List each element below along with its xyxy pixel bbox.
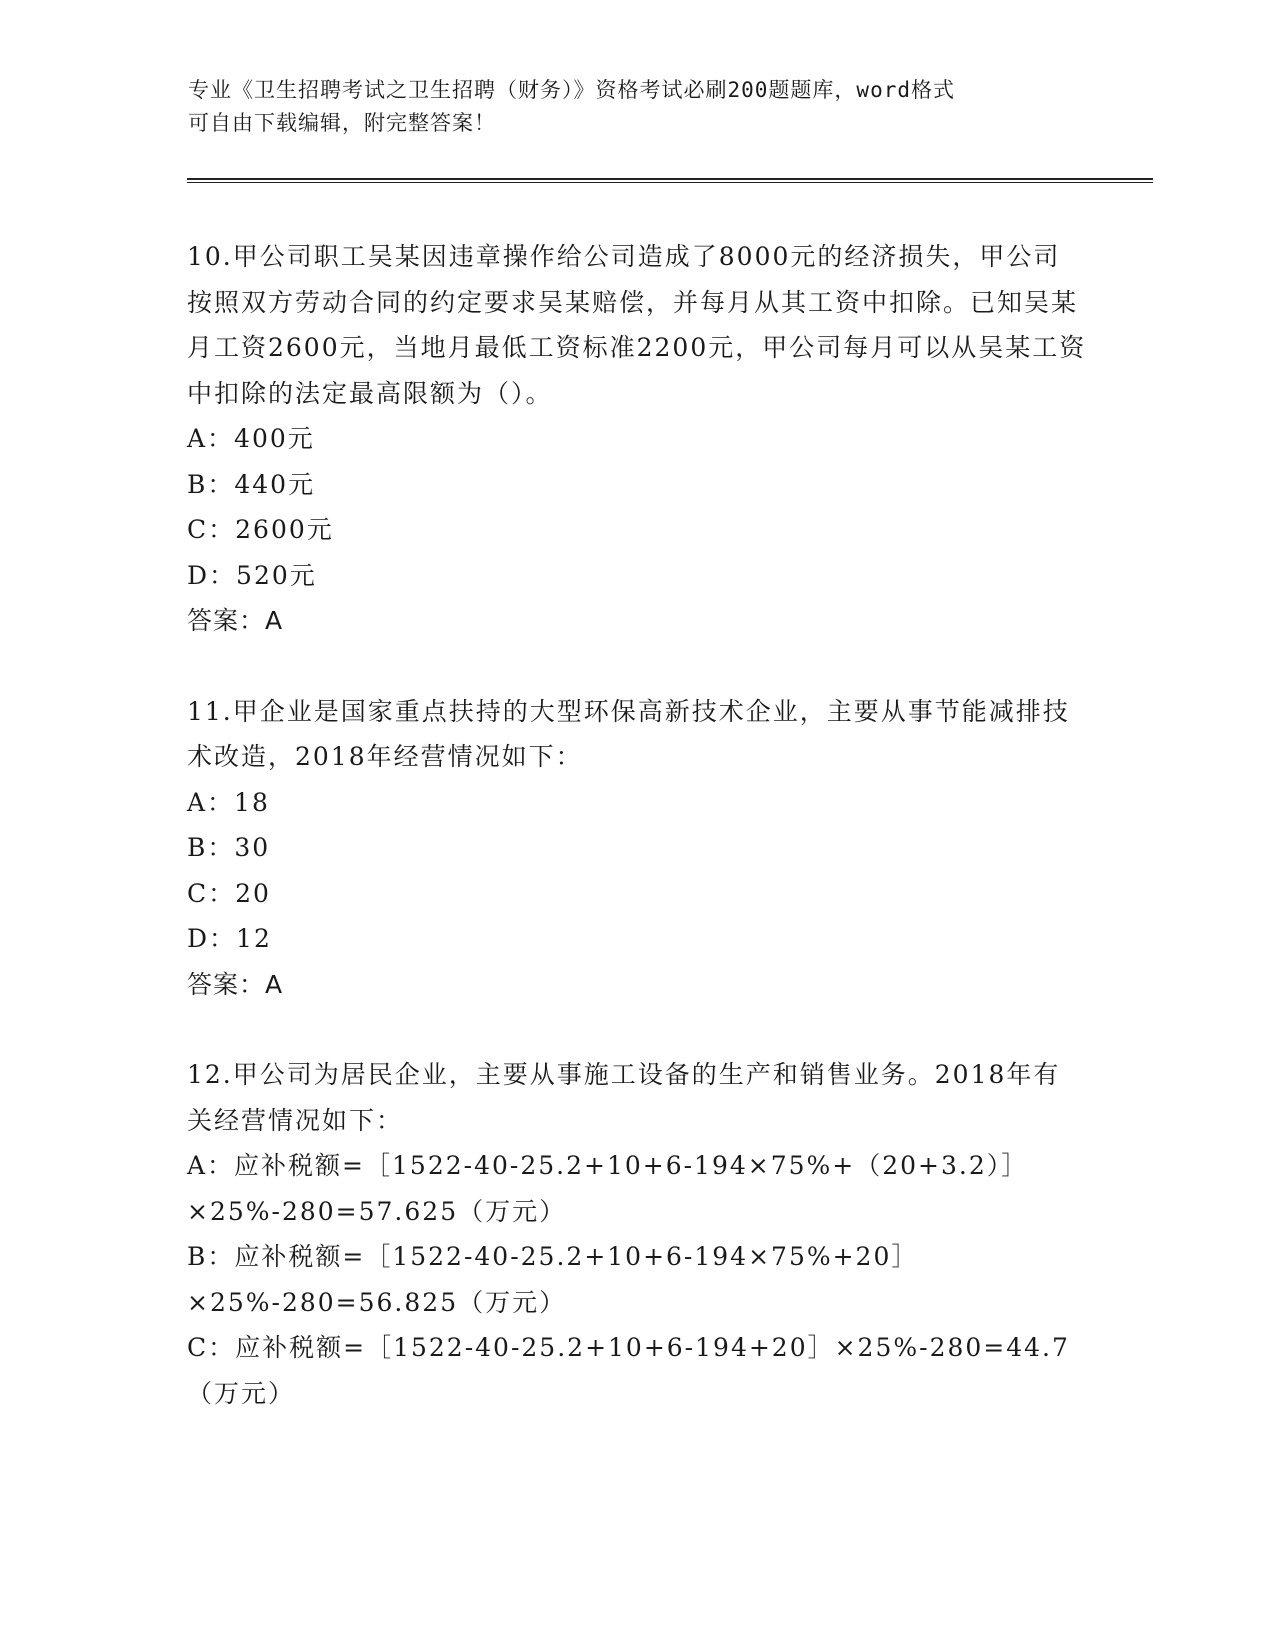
page-header [188,74,1078,140]
option-d: D：520元 [187,560,317,590]
option-a: A：18 [187,787,270,817]
option-c: C：2600元 [187,515,334,544]
question-stem: 10.甲公司职工吴某因违章操作给公司造成了8000元的经济损失，甲公司按照双方劳动合同的约定要求吴某赔偿，并每月从其工资中扣除。已知吴某月工资2600元，当地月最低工资标准2200元，甲公司每月可以从吴某工资中扣除的法定最高限额为（）。 [187,242,1087,408]
question-stem: 11.甲企业是国家重点扶持的大型环保高新技术企业，主要从事节能减排技术改造，2018年经营情况如下： [187,696,1070,771]
option-b: B：应补税额=［1522-40-25.2+10+6-194×75%+20］×25%-280=56.825（万元） [187,1242,919,1317]
header-line-1: 专业《卫生招聘考试之卫生招聘（财务）》资格考试必刷200题题库，word格式 [188,78,955,102]
header-divider-thin [187,182,1153,183]
question-list [187,234,1087,1461]
header-divider-thick [187,178,1153,180]
option-d: D：12 [187,924,272,953]
option-b: B：440元 [187,469,316,499]
header-line-2: 可自由下载编辑，附完整答案！ [188,111,496,135]
answer-label: 答案：A [187,969,284,999]
option-c: C：应补税额=［1522-40-25.2+10+6-194+20］×25%-280=44.7（万元） [187,1333,1070,1408]
question-10 [187,234,1087,644]
question-12 [187,1052,1087,1416]
option-a: A：应补税额=［1522-40-25.2+10+6-194×75%+（20+3.2）］×25%-280=57.625（万元） [187,1151,1029,1226]
question-stem: 12.甲公司为居民企业，主要从事施工设备的生产和销售业务。2018年有关经营情况如下： [187,1060,1061,1135]
question-11 [187,689,1087,1008]
option-b: B：30 [187,833,271,862]
option-c: C：20 [187,878,271,908]
option-a: A：400元 [187,424,315,453]
answer-label: 答案：A [187,606,284,635]
